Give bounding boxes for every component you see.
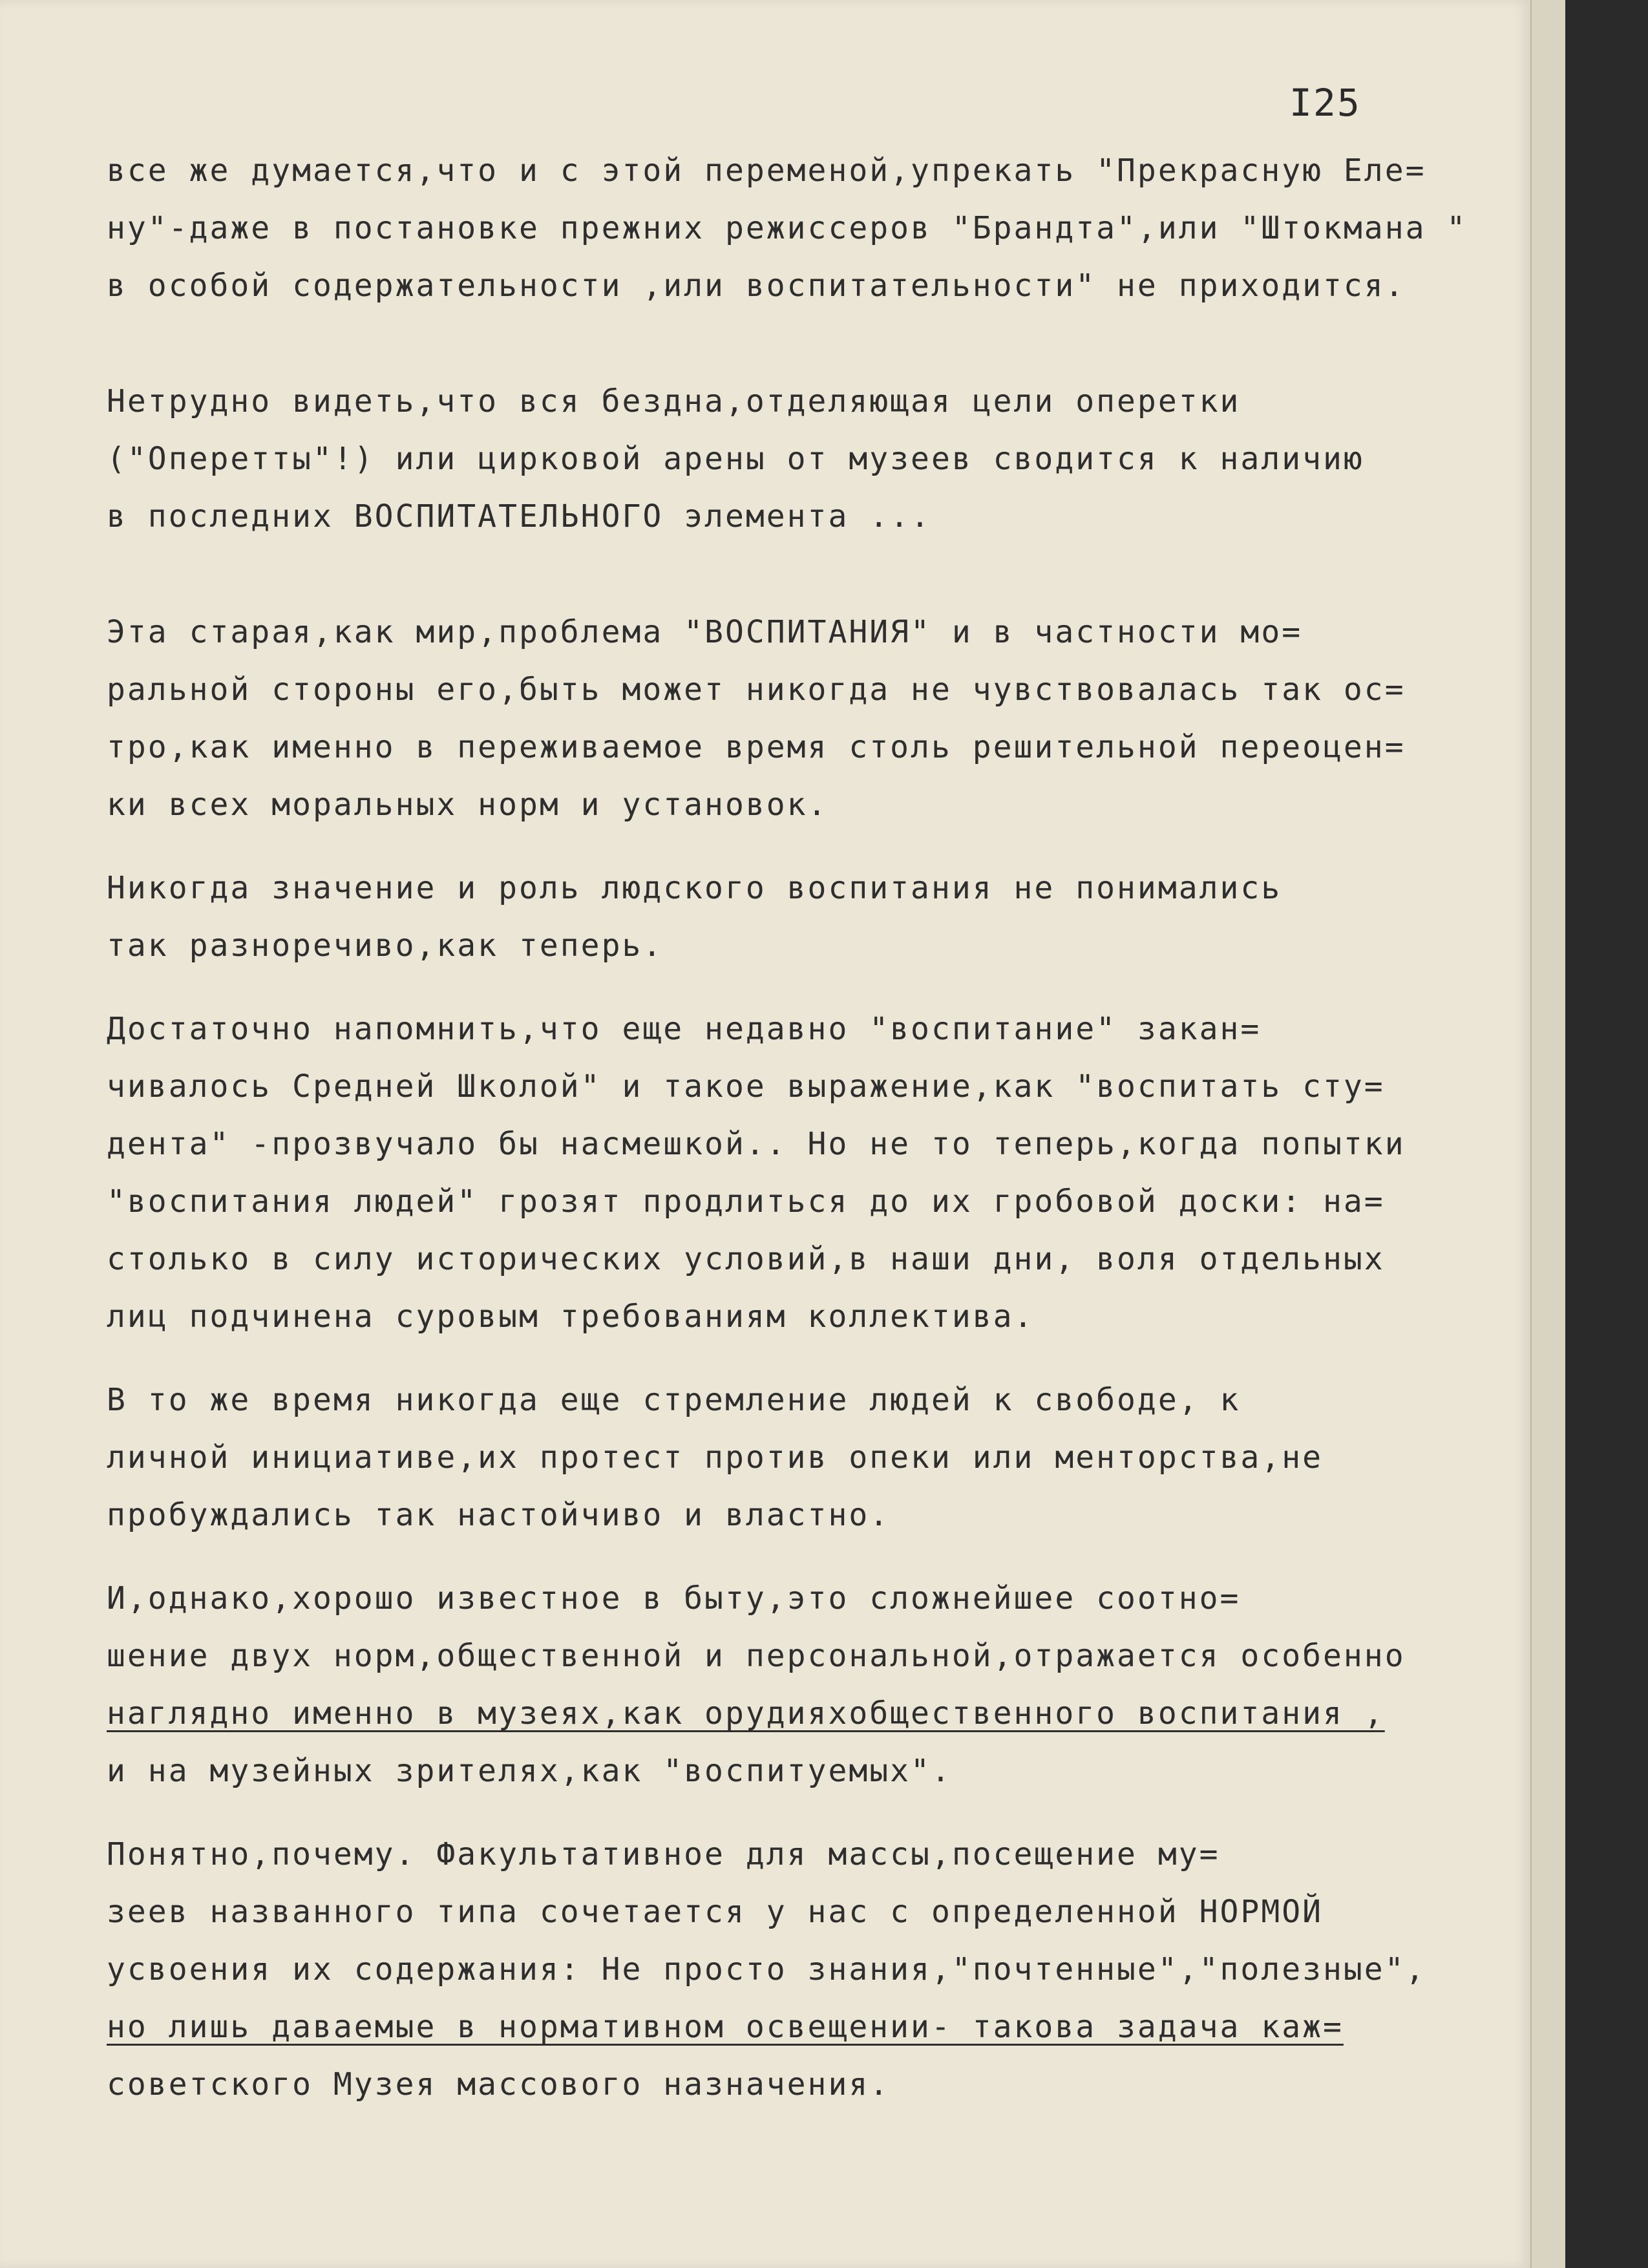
under-sheet-edge xyxy=(1530,0,1565,2268)
text-line: личной инициативе,их протест против опеки или менторства,не xyxy=(107,1439,1324,1476)
text-line: В то же время никогда еще стремление людей к свободе, к xyxy=(107,1382,1241,1418)
text-line: ральной стороны его,быть может никогда не чувствовалась так ос= xyxy=(107,672,1406,708)
text-line: столько в силу исторических условий,в наши дни, воля отдельных xyxy=(107,1241,1385,1277)
text-line: усвоения их содержания: Не просто знания,"почтенные","полезные", xyxy=(107,1951,1426,1987)
paragraph xyxy=(107,860,1496,975)
paragraph xyxy=(107,142,1496,315)
paragraph xyxy=(107,1001,1496,1346)
text-line: наглядно именно в музеях,как орудияхобщественного воспитания , xyxy=(107,1695,1385,1732)
text-line: Никогда значение и роль людского воспитания не понимались xyxy=(107,870,1282,906)
text-line: зеев названного типа сочетается у нас с определенной НОРМОЙ xyxy=(107,1894,1324,1930)
text-line: чивалось Средней Школой" и такое выражение,как "воспитать сту= xyxy=(107,1068,1385,1105)
text-line: ки всех моральных норм и установок. xyxy=(107,787,829,823)
text-line: в последних ВОСПИТАТЕЛЬНОГО элемента ... xyxy=(107,498,931,535)
text-line: Нетрудно видеть,что вся бездна,отделяющая цели оперетки xyxy=(107,383,1241,419)
text-line: шение двух норм,общественной и персональной,отражается особенно xyxy=(107,1638,1406,1674)
paragraph xyxy=(107,373,1496,546)
text-line: лиц подчинена суровым требованиям коллектива. xyxy=(107,1298,1035,1335)
text-line: тро,как именно в переживаемое время столь решительной переоцен= xyxy=(107,729,1406,765)
text-line: "воспитания людей" грозят продлиться до их гробовой доски: на= xyxy=(107,1183,1385,1220)
paragraph xyxy=(107,1372,1496,1544)
text-line: в особой содержательности ,или воспитательности" не приходится. xyxy=(107,268,1406,304)
text-line: все же думается,что и с этой переменой,упрекать "Прекрасную Еле= xyxy=(107,153,1426,189)
typed-text xyxy=(107,142,1496,2114)
text-line: но лишь даваемые в нормативном освещении- такова задача каж= xyxy=(107,2009,1344,2045)
text-line: дента" -прозвучало бы насмешкой.. Но не то теперь,когда попытки xyxy=(107,1126,1406,1162)
text-line: Эта старая,как мир,проблема "ВОСПИТАНИЯ" и в частности мо= xyxy=(107,614,1303,650)
paragraph xyxy=(107,1570,1496,1800)
text-line: Достаточно напомнить,что еще недавно "воспитание" закан= xyxy=(107,1011,1262,1047)
paragraph xyxy=(107,1826,1496,2114)
text-line: И,однако,хорошо известное в быту,это сложнейшее соотно= xyxy=(107,1580,1241,1616)
text-line: ну"-даже в постановке прежних режиссеров "Брандта",или "Штокмана " xyxy=(107,210,1468,246)
text-line: советского Музея массового назначения. xyxy=(107,2066,891,2103)
text-line: так разноречиво,как теперь. xyxy=(107,927,664,964)
paragraph xyxy=(107,604,1496,834)
text-line: и на музейных зрителях,как "воспитуемых". xyxy=(107,1753,952,1789)
text-line: ("Оперетты"!) или цирковой арены от музеев сводится к наличию xyxy=(107,441,1364,477)
text-line: Понятно,почему. Факультативное для массы,посещение му= xyxy=(107,1836,1220,1872)
text-line: пробуждались так настойчиво и властно. xyxy=(107,1497,891,1533)
page-number: I25 xyxy=(1289,81,1361,125)
